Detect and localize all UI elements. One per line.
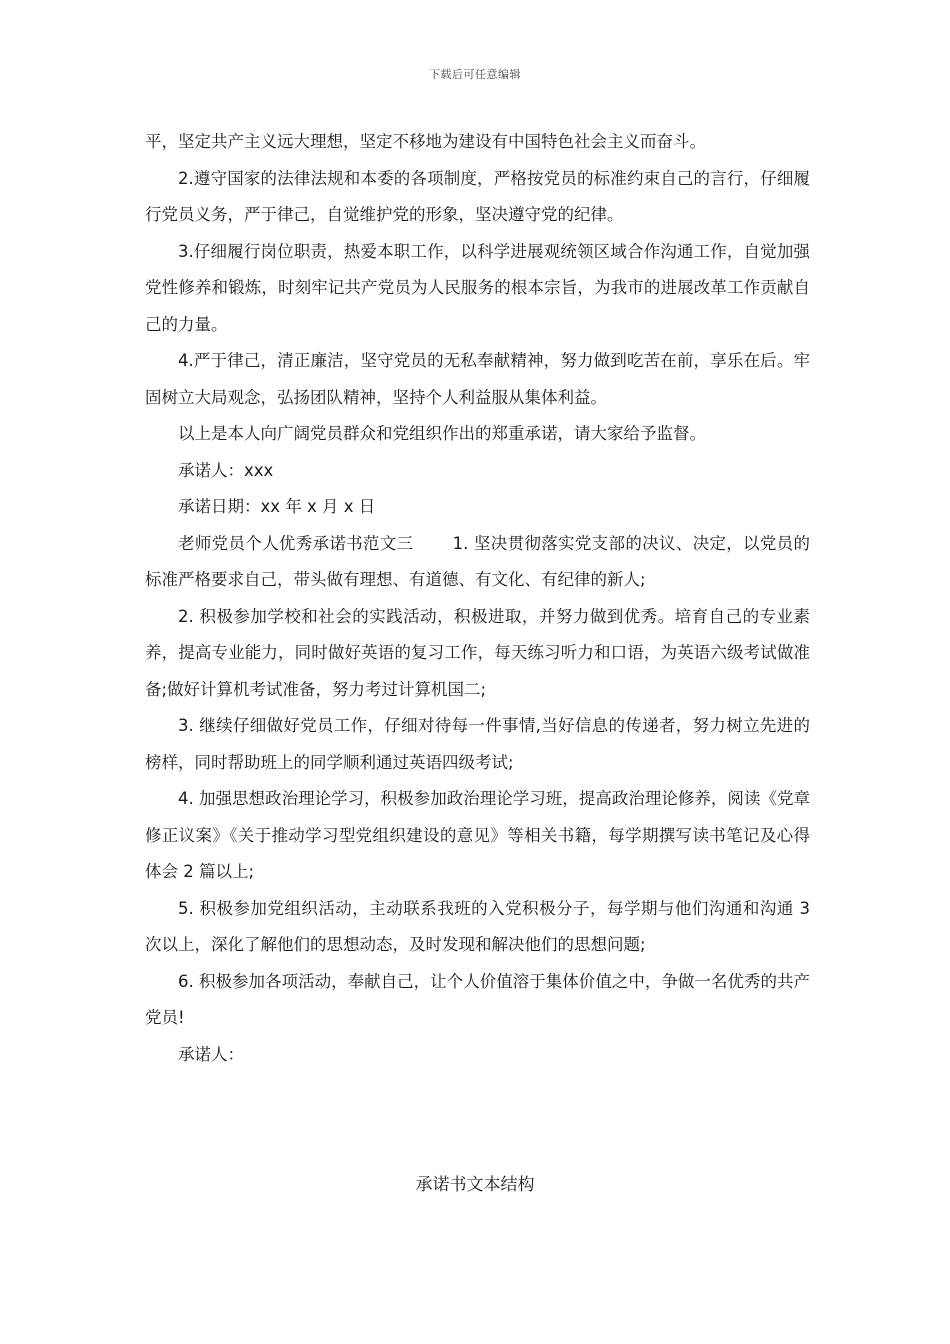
section-three-item-3: 3. 继续仔细做好党员工作，仔细对待每一件事情,当好信息的传递者，努力树立先进的榜样，同时帮助班上的同学顺利通过英语四级考试; (145, 716, 810, 772)
page-header-note: 下载后可任意编辑 (429, 68, 521, 81)
section-three-item-4: 4. 加强思想政治理论学习，积极参加政治理论学习班，提高政治理论修养，阅读《党章修正议案》《关于推动学习型党组织建设的意见》等相关书籍，每学期撰写读书笔记及心得体会 2 篇以上; (145, 789, 810, 881)
paragraph-item-3: 3.仔细履行岗位职责，热爱本职工作，以科学进展观统领区域合作沟通工作，自觉加强党性修养和锻炼，时刻牢记共产党员为人民服务的根本宗旨，为我市的进展改革工作贡献自己的力量。 (145, 241, 810, 334)
section-three-item-1: 老师党员个人优秀承诺书范文三 1. 坚决贯彻落实党支部的决议、决定，以党员的标准严格要求自己，带头做有理想、有道德、有文化、有纪律的新人; (145, 533, 810, 589)
signatory-line-2: 承诺人： (178, 1044, 244, 1064)
section-three-item-5: 5. 积极参加党组织活动，主动联系我班的入党积极分子，每学期与他们沟通和沟通 3 次以上，深化了解他们的思想动态，及时发现和解决他们的思想问题; (145, 898, 810, 954)
document-body (145, 124, 810, 1073)
paragraph-closing: 以上是本人向广阔党员群众和党组织作出的郑重承诺，请大家给予监督。 (178, 424, 706, 443)
date-line: 承诺日期：xx 年 x 月 x 日 (178, 497, 376, 516)
section-three-item-2: 2. 积极参加学校和社会的实践活动，积极进取，并努力做到优秀。培育自己的专业素养，提高专业能力，同时做好英语的复习工作，每天练习听力和口语，为英语六级考试做准备;做好计算机考试准备，努力考过计算机国二; (145, 606, 810, 699)
footer-title: 承诺书文本结构 (415, 1175, 535, 1195)
paragraph-item-4: 4.严于律己，清正廉洁，坚守党员的无私奉献精神，努力做到吃苦在前，享乐在后。牢固树立大局观念，弘扬团队精神，坚持个人利益服从集体利益。 (145, 351, 810, 407)
paragraph-item-2: 2.遵守国家的法律法规和本委的各项制度，严格按党员的标准约束自己的言行，仔细履行党员义务，严于律己，自觉维护党的形象，坚决遵守党的纪律。 (145, 168, 810, 224)
paragraph-continuation: 平，坚定共产主义远大理想，坚定不移地为建设有中国特色社会主义而奋斗。 (145, 132, 706, 151)
signatory-line: 承诺人：xxx (178, 460, 274, 480)
section-three-item-6: 6. 积极参加各项活动，奉献自己，让个人价值溶于集体价值之中，争做一名优秀的共产党员! (145, 971, 810, 1027)
